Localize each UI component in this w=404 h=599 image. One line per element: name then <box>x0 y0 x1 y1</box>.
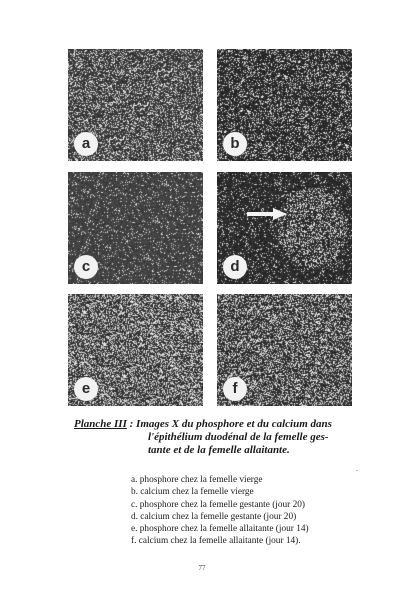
panel-label-a: a <box>74 132 98 156</box>
panel-label-c: c <box>74 255 98 279</box>
scan-speck <box>356 470 358 471</box>
page-number: 77 <box>198 564 206 572</box>
caption-text-1: : Images X du phosphore et du calcium dans <box>126 418 332 430</box>
micrograph-panel-a <box>68 49 203 161</box>
micrograph-panel-b <box>217 49 352 161</box>
legend-item-b: b. calcium chez la femelle vierge <box>131 487 254 498</box>
caption-heading: Planche III <box>74 418 127 430</box>
legend-item-e: e. phosphore chez la femelle allaitante (jour 14) <box>131 524 309 535</box>
micrograph-panel-f <box>217 294 352 406</box>
legend-item-c: c. phosphore chez la femelle gestante (jour 20) <box>131 499 305 510</box>
micrograph-panel-e <box>68 294 203 406</box>
caption-line-3: tante et de la femelle allaitante. <box>148 444 290 456</box>
panel-label-e: e <box>74 377 98 401</box>
panel-label-f: f <box>223 377 247 401</box>
micrograph-panel-c <box>68 172 203 284</box>
figure-caption <box>74 418 364 457</box>
legend-list <box>131 474 361 548</box>
legend-item-f: f. calcium chez la femelle allaitante (jour 14). <box>131 536 301 547</box>
panel-label-b: b <box>223 132 247 156</box>
caption-line-2: l'épithélium duodénal de la femelle ges- <box>148 431 329 443</box>
panel-label-d: d <box>223 255 247 279</box>
legend-item-a: a. phosphore chez la femelle vierge <box>131 475 263 485</box>
legend-item-d: d. calcium chez la femelle gestante (jour 20) <box>131 511 297 522</box>
micrograph-panel-d <box>217 172 352 284</box>
caption-line-1 <box>74 418 364 431</box>
arrow-right-icon <box>247 208 287 220</box>
